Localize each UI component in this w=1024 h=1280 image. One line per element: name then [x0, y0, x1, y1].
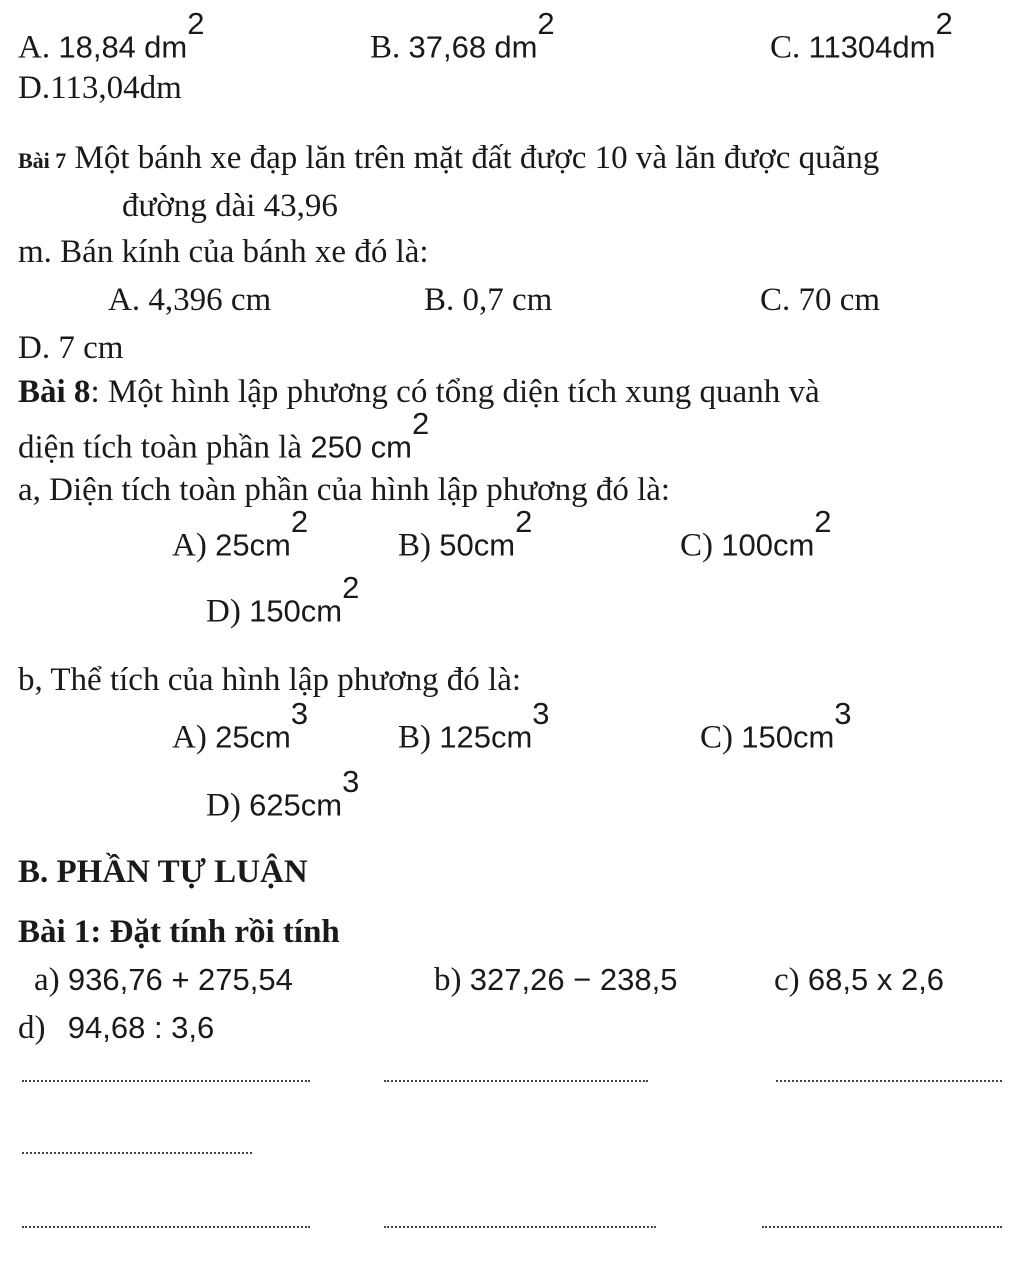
bai7-option-a: A. 4,396 cm: [108, 282, 272, 318]
bai8-b-option-c-value: 150cm: [741, 719, 835, 755]
bai8-b-option-d-label: D): [206, 787, 241, 824]
q6-option-a-value: 18,84: [58, 29, 136, 65]
bai8-b-option-b-label: B): [398, 719, 431, 756]
answer-line[interactable]: [384, 1226, 656, 1228]
bai8-line2-text: diện tích toàn phần là: [18, 429, 303, 466]
bai8-a-option-c: [680, 504, 832, 564]
answer-line[interactable]: [22, 1080, 310, 1082]
bai8-b-option-a-value: 25cm: [215, 719, 291, 755]
bai1-item-c: [774, 964, 944, 997]
bai8-b-option-d-value: 625cm: [249, 787, 343, 823]
bai8-b-option-a: [172, 696, 309, 756]
bai8-a-option-d-label: D): [206, 593, 241, 630]
bai7-option-c: C. 70 cm: [760, 282, 881, 318]
q6-option-d: D.113,04dm: [18, 70, 182, 106]
q6-option-b-label: B.: [370, 29, 401, 66]
bai8-a-option-a-label: A): [172, 527, 207, 564]
bai8-a-option-b-value: 50cm: [439, 527, 516, 563]
bai8-b-option-d: [206, 764, 360, 824]
q6-option-b-sup: 2: [537, 6, 555, 41]
bai7-label: Bài 7: [18, 148, 67, 173]
q6-option-c-label: C.: [770, 29, 801, 66]
bai8-b-option-c: [700, 696, 852, 756]
bai8-line2-sup: 2: [412, 406, 430, 441]
bai7-line2: đường dài 43,96: [122, 188, 338, 224]
bai8-line2-value: 250 cm: [310, 429, 412, 465]
answer-line[interactable]: [384, 1080, 648, 1082]
bai8-b-option-a-label: A): [172, 719, 207, 756]
bai1-title: Bài 1: Đặt tính rồi tính: [18, 914, 340, 950]
bai8-b-option-c-sup: 3: [834, 696, 852, 731]
bai8-part-b-question: b, Thể tích của hình lập phương đó là:: [18, 662, 522, 698]
bai8-a-option-c-label: C): [680, 527, 713, 564]
bai8-a-option-b-label: B): [398, 527, 431, 564]
bai7-line3: m. Bán kính của bánh xe đó là:: [18, 234, 429, 270]
bai1-item-d-expr: 94,68 : 3,6: [67, 1010, 215, 1045]
bai1-item-b: [434, 964, 677, 997]
bai7-line1: [18, 142, 879, 175]
q6-option-a-label: A.: [18, 29, 51, 66]
answer-line[interactable]: [22, 1152, 252, 1154]
q6-option-a-sup: 2: [187, 6, 205, 41]
bai8-a-option-d-value: 150cm: [249, 593, 343, 629]
bai1-item-a: [34, 964, 293, 997]
bai8-b-option-c-label: C): [700, 719, 733, 756]
q6-option-a-unit: dm: [144, 29, 188, 65]
bai1-item-c-label: c): [774, 962, 800, 998]
q6-option-a: [18, 6, 205, 66]
section-b-title: B. PHẦN TỰ LUẬN: [18, 854, 308, 890]
q6-option-b-value: 37,68: [408, 29, 487, 65]
bai7-line1-text: Một bánh xe đạp lăn trên mặt đất được 10 và lăn được quãng: [74, 140, 880, 176]
bai8-a-option-c-sup: 2: [814, 504, 832, 539]
bai8-a-option-a-value: 25cm: [215, 527, 291, 563]
bai8-part-a-question: a, Diện tích toàn phần của hình lập phương đó là:: [18, 472, 671, 508]
answer-line[interactable]: [762, 1226, 1002, 1228]
bai8-b-option-a-sup: 3: [290, 696, 309, 731]
bai8-line2: [18, 406, 430, 466]
answer-line[interactable]: [22, 1226, 310, 1228]
q6-option-c-value: 11304dm: [808, 29, 936, 65]
bai8-b-option-b-value: 125cm: [439, 719, 533, 755]
q6-option-b: [370, 6, 555, 66]
bai8-a-option-d: [206, 570, 360, 630]
q6-option-b-unit: dm: [494, 29, 538, 65]
bai7-option-b: B. 0,7 cm: [424, 282, 553, 318]
bai8-a-option-d-sup: 2: [342, 570, 360, 605]
bai1-item-d-label: d): [18, 1010, 46, 1046]
bai8-b-option-b: [398, 696, 550, 756]
bai1-item-d: [18, 1012, 214, 1045]
bai8-b-option-b-sup: 3: [532, 696, 550, 731]
bai1-item-a-expr: 936,76 + 275,54: [67, 962, 293, 997]
bai8-a-option-a: [172, 504, 309, 564]
bai8-a-option-c-value: 100cm: [721, 527, 815, 563]
bai1-item-a-label: a): [34, 962, 60, 998]
bai8-a-option-a-sup: 2: [290, 504, 309, 539]
bai8-line1: [18, 376, 820, 409]
bai8-label: Bài 8: [18, 374, 91, 410]
bai8-line1-text: : Một hình lập phương có tổng diện tích xung quanh và: [90, 374, 820, 410]
q6-option-c-sup: 2: [935, 6, 953, 41]
bai7-option-d: D. 7 cm: [18, 330, 124, 366]
bai1-item-c-expr: 68,5 x 2,6: [807, 962, 945, 997]
bai1-item-b-expr: 327,26 − 238,5: [469, 962, 678, 997]
bai8-a-option-b: [398, 504, 533, 564]
q6-option-c: [770, 6, 953, 66]
bai8-b-option-d-sup: 3: [342, 764, 360, 799]
answer-line[interactable]: [776, 1080, 1002, 1082]
bai8-a-option-b-sup: 2: [515, 504, 533, 539]
bai1-item-b-label: b): [434, 962, 462, 998]
